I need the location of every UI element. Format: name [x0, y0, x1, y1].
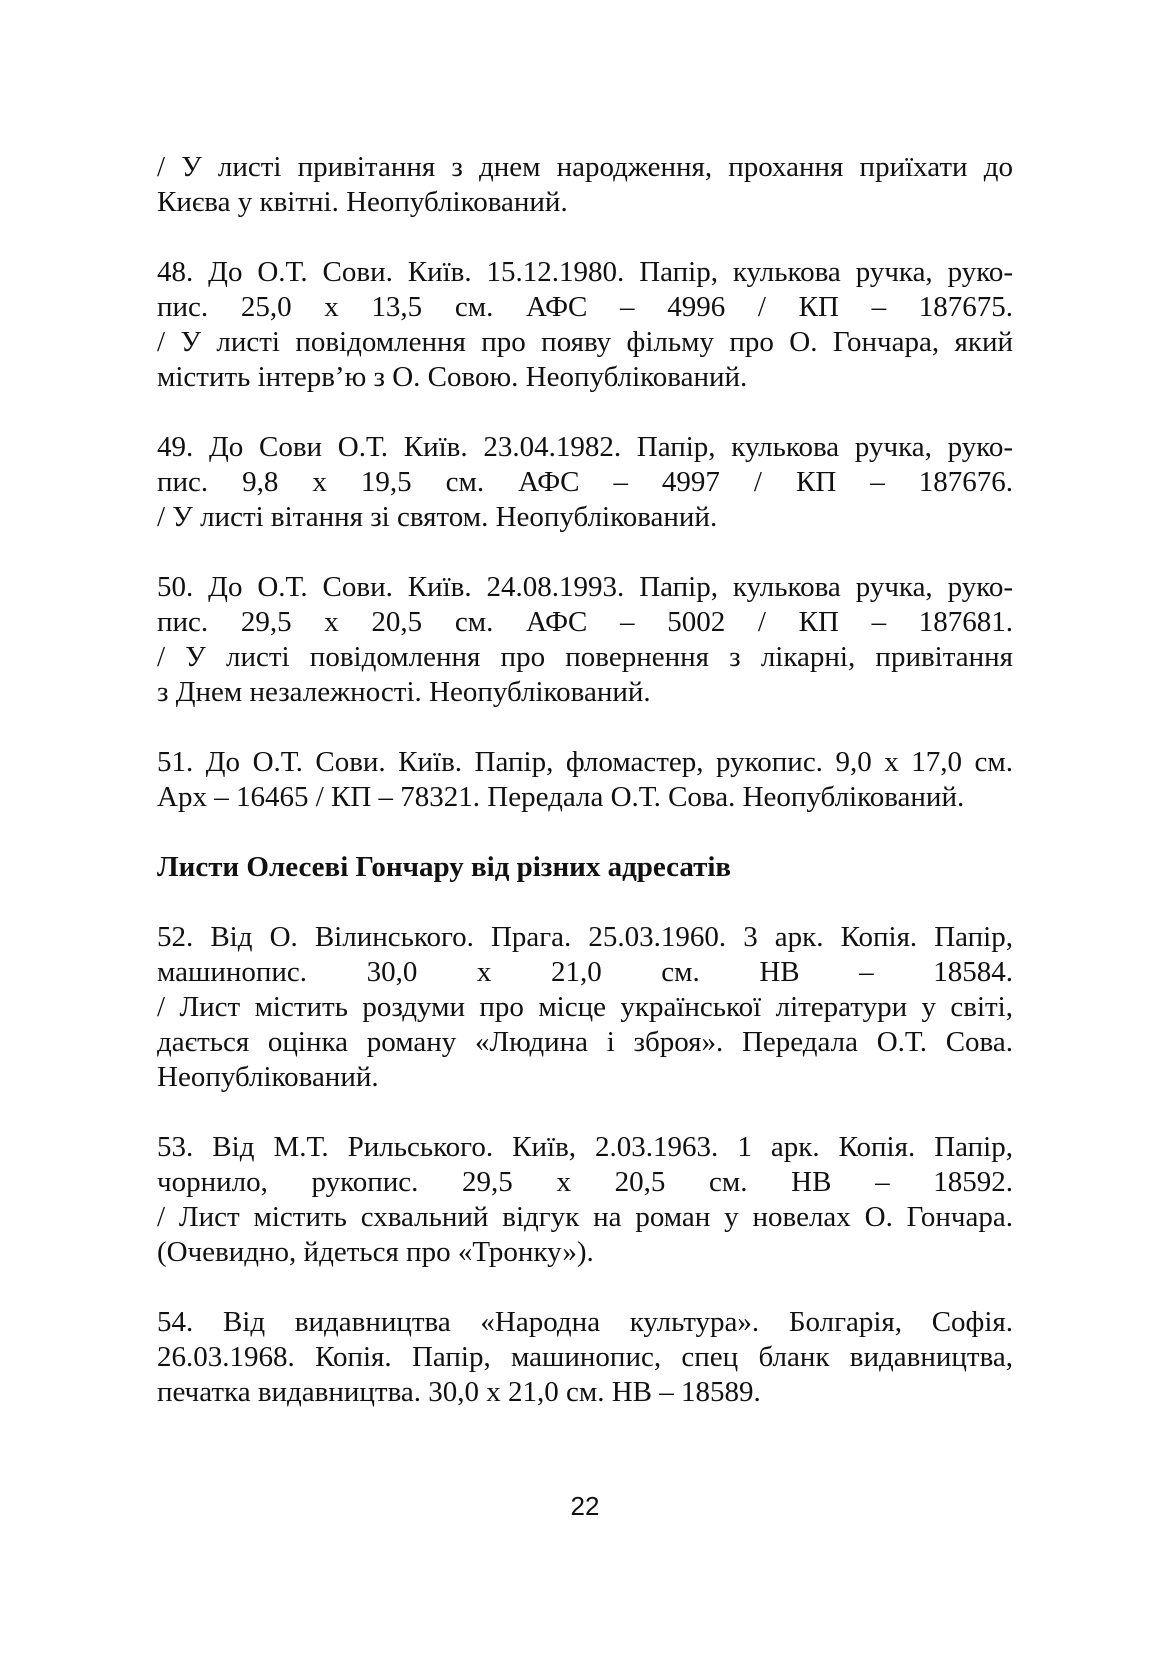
entry-line: Арх – 16465 / КП – 78321. Передала О.Т. Сова. Неопублікований.	[157, 781, 965, 813]
entry-line: (Очевидно, йдеться про «Тронку»).	[157, 1236, 594, 1268]
entry-line: / У листі привітання з днем народження, прохання приїхати до	[157, 151, 1013, 183]
catalog-entry	[157, 1130, 1013, 1270]
entry-line: пис. 29,5 х 20,5 см. АФС – 5002 / КП – 187681.	[157, 606, 1013, 638]
entry-line: / У листі повідомлення про появу фільму про О. Гончара, який	[157, 326, 1013, 358]
entry-line: чорнило, рукопис. 29,5 х 20,5 см. НВ – 18592.	[157, 1166, 1013, 1198]
entry-line: печатка видавництва. 30,0 х 21,0 см. НВ – 18589.	[157, 1376, 761, 1408]
catalog-entry	[157, 745, 1013, 815]
catalog-entries	[157, 150, 1013, 815]
catalog-entry	[157, 150, 1013, 220]
entry-line: Неопублікований.	[157, 1061, 379, 1093]
entry-line: Києва у квітні. Неопублікований.	[157, 186, 568, 218]
entry-line: містить інтерв’ю з О. Совою. Неопублікований.	[157, 361, 748, 393]
entry-line: 51. До О.Т. Сови. Київ. Папір, фломастер, рукопис. 9,0 х 17,0 см.	[157, 746, 1013, 778]
entry-line: 52. Від О. Вілинського. Прага. 25.03.1960. 3 арк. Копія. Папір,	[157, 921, 1013, 953]
entry-line: 48. До О.Т. Сови. Київ. 15.12.1980. Папір, кулькова ручка, руко-	[157, 256, 1013, 288]
catalog-entry	[157, 1305, 1013, 1410]
entry-line: 49. До Сови О.Т. Київ. 23.04.1982. Папір, кулькова ручка, руко-	[157, 431, 1013, 463]
catalog-entry	[157, 430, 1013, 535]
entry-line: пис. 9,8 х 19,5 см. АФС – 4997 / КП – 187676.	[157, 466, 1013, 498]
entry-line: 26.03.1968. Копія. Папір, машинопис, спец бланк видавництва,	[157, 1341, 1013, 1373]
entry-line: дається оцінка роману «Людина і зброя». Передала О.Т. Сова.	[157, 1026, 1013, 1058]
entry-line: 50. До О.Т. Сови. Київ. 24.08.1993. Папір, кулькова ручка, руко-	[157, 571, 1013, 603]
section-entries	[157, 920, 1013, 1410]
entry-line: 53. Від М.Т. Рильського. Київ, 2.03.1963. 1 арк. Копія. Папір,	[157, 1131, 1013, 1163]
page-number: 22	[570, 1491, 600, 1521]
catalog-entry	[157, 570, 1013, 710]
entry-line: / Лист містить схвальний відгук на роман у новелах О. Гончара.	[157, 1201, 1013, 1233]
catalog-entry	[157, 920, 1013, 1095]
section-heading: Листи Олесеві Гончару від різних адресатів	[157, 851, 732, 883]
entry-line: пис. 25,0 х 13,5 см. АФС – 4996 / КП – 187675.	[157, 291, 1013, 323]
entry-line: / У листі вітання зі святом. Неопублікований.	[157, 501, 718, 533]
entry-line: машинопис. 30,0 х 21,0 см. НВ – 18584.	[157, 956, 1013, 988]
page-content	[157, 150, 1013, 1445]
catalog-entry	[157, 255, 1013, 395]
entry-line: / Лист містить роздуми про місце української літератури у світі,	[157, 991, 1013, 1023]
entry-line: з Днем незалежності. Неопублікований.	[157, 676, 651, 708]
entry-line: / У листі повідомлення про повернення з лікарні, привітання	[157, 641, 1013, 673]
entry-line: 54. Від видавництва «Народна культура». Болгарія, Софія.	[157, 1306, 1013, 1338]
